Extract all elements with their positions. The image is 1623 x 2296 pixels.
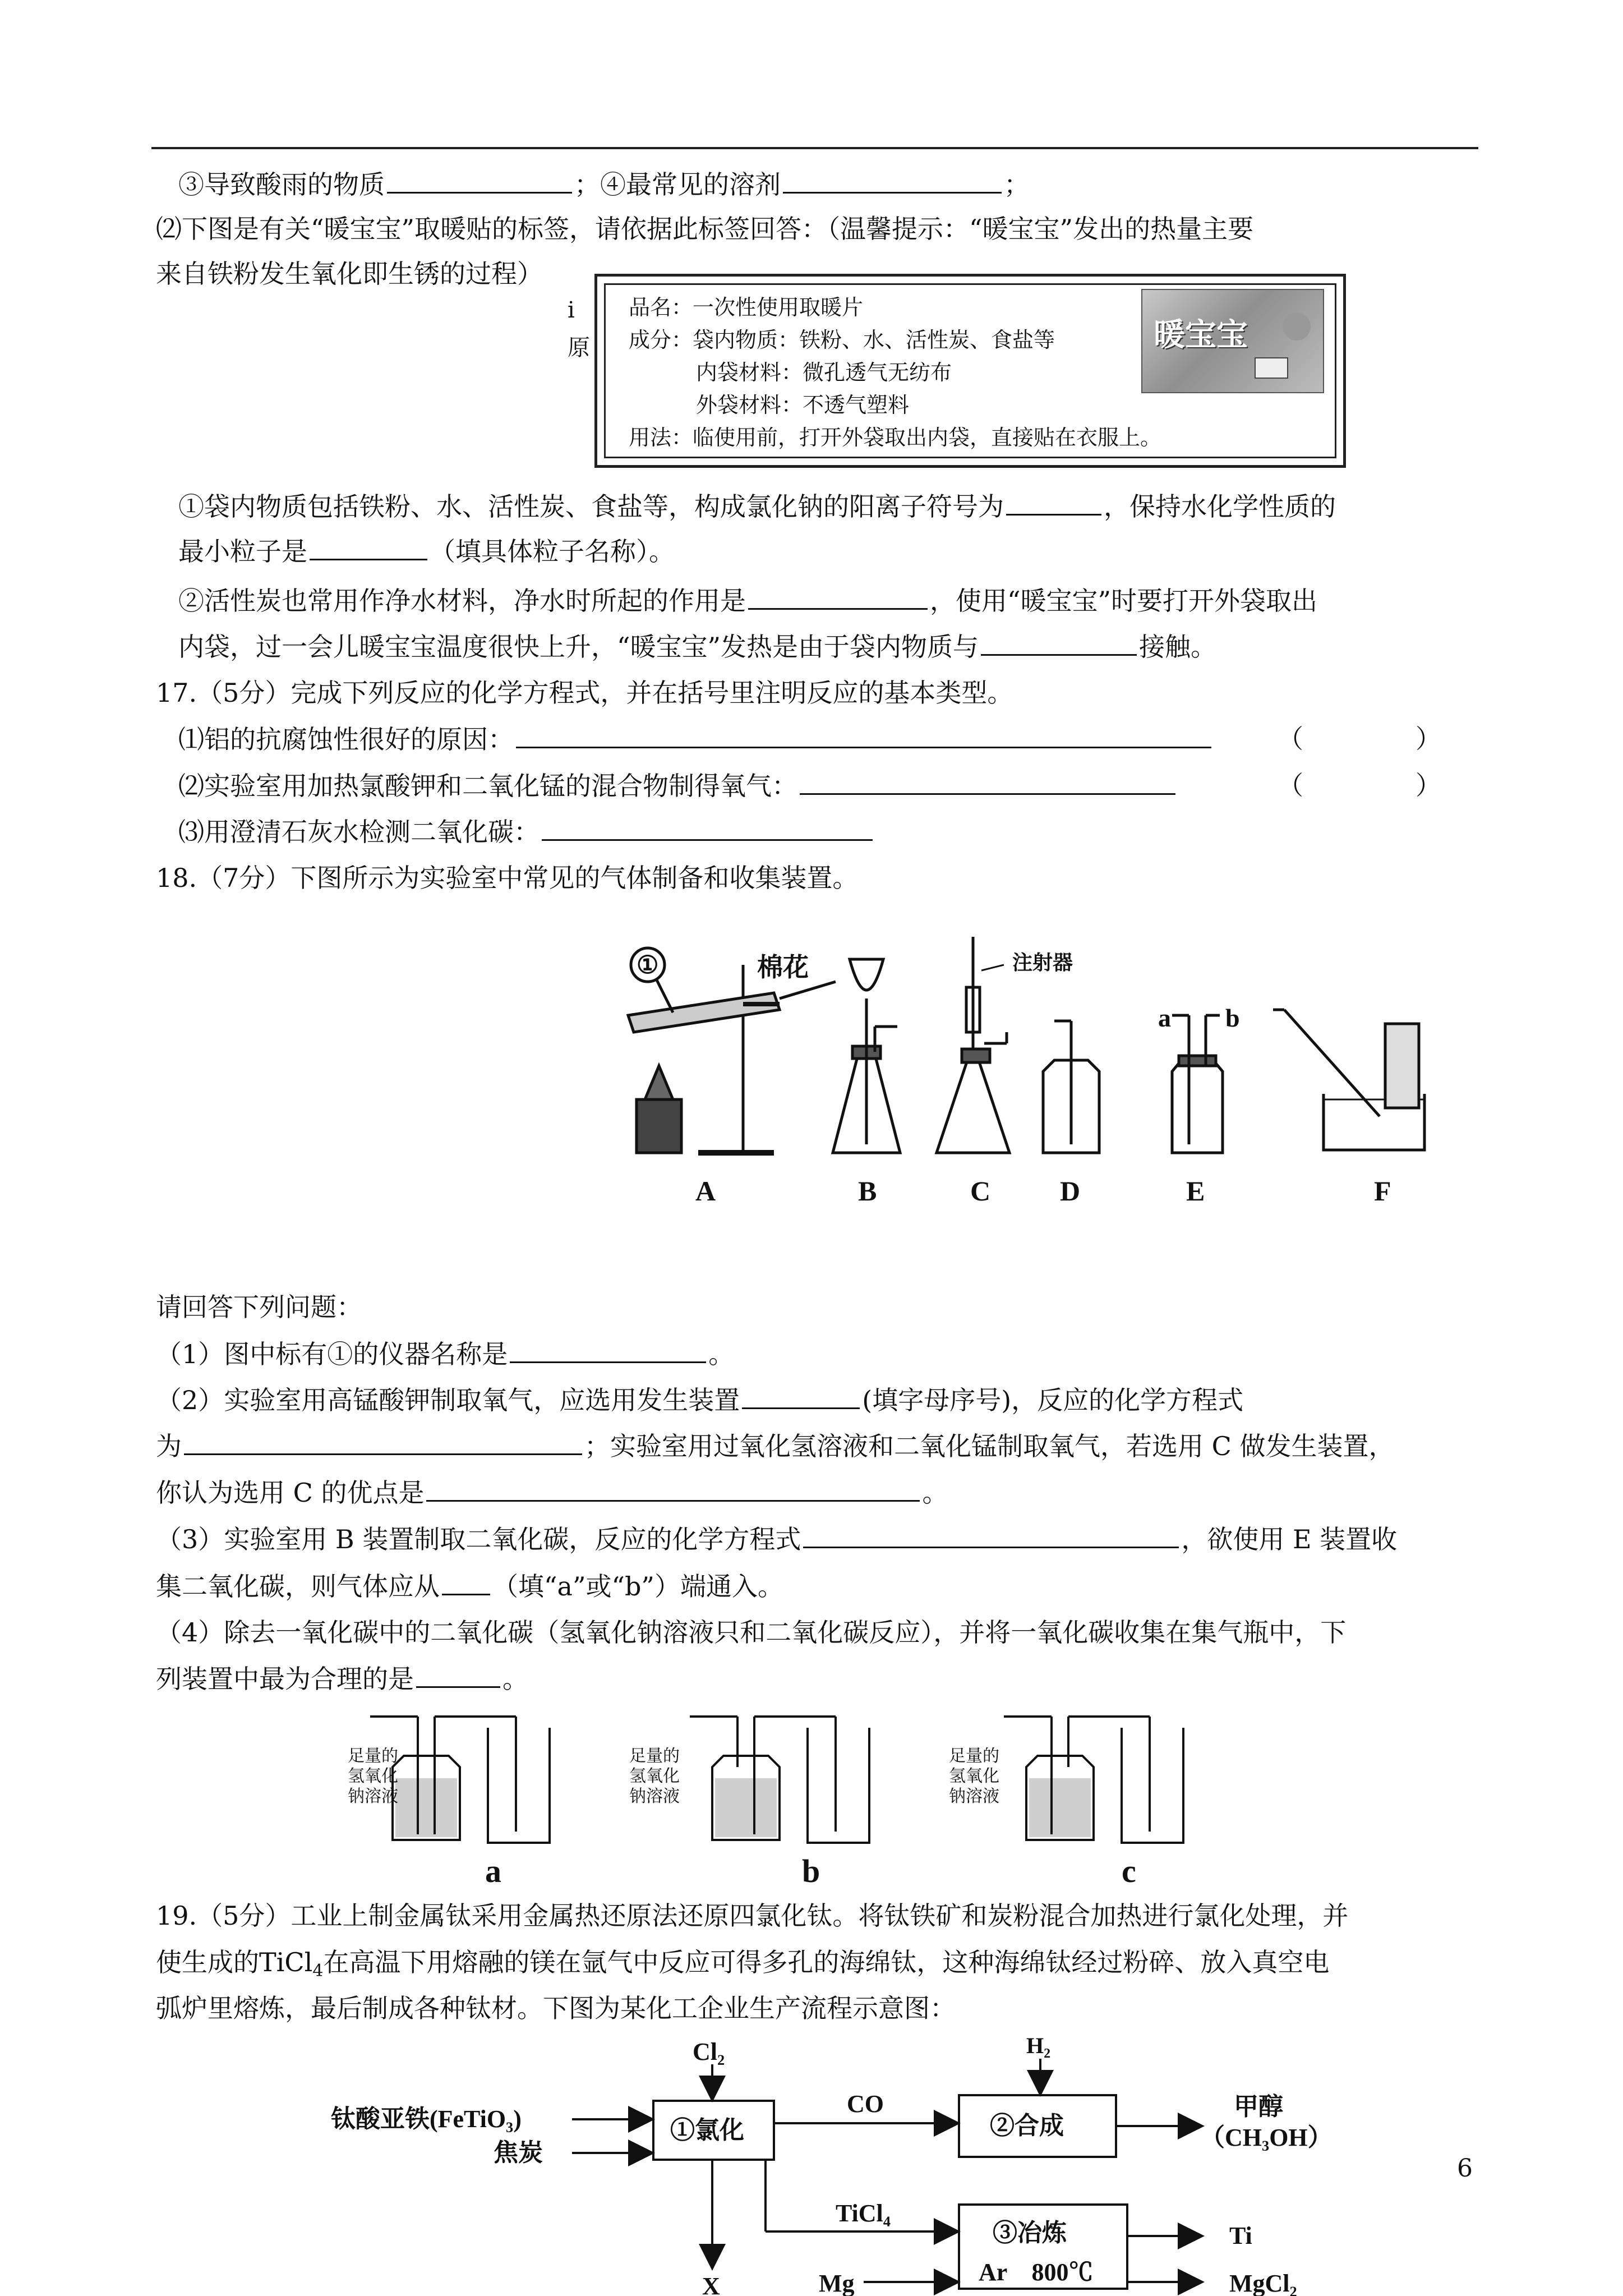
q16-sub2-text-b: ，使用“暖宝宝”时要打开外袋取出 <box>930 586 1318 616</box>
q16-sub2-line1 <box>178 583 1317 618</box>
q16-item4-blank[interactable] <box>783 167 1002 194</box>
q18-s2-text-b: (填字母序号)，反应的化学方程式 <box>862 1385 1244 1415</box>
q18-s4-text-b: 列装置中最为合理的是 <box>156 1664 414 1694</box>
paren-open: （ <box>1278 724 1303 754</box>
product-image <box>1141 289 1324 393</box>
fig-label-f: F <box>1374 1175 1391 1207</box>
q18-s1-text: （1）图中标有①的仪器名称是 <box>156 1339 508 1369</box>
product-image-text: 暖宝宝 <box>1154 317 1248 353</box>
q16-item3-blank[interactable] <box>387 167 572 194</box>
q17-p2-blank[interactable] <box>800 769 1175 795</box>
header-rule <box>151 147 1478 149</box>
option-b-drawing <box>690 1717 869 1843</box>
q18-end-blank[interactable] <box>442 1569 490 1595</box>
q18-s2-line2 <box>156 1429 1394 1463</box>
q17-p2-text: ⑵实验室用加热氯酸钾和二氧化锰的混合物制得氧气： <box>178 771 797 801</box>
q16-item4-text: ④最常见的溶剂 <box>600 169 781 200</box>
flow-methanol-formula: （CH₃OH） <box>1200 2124 1332 2151</box>
flow-box3-label-1: ③冶炼 <box>993 2219 1067 2247</box>
q16-sub1-text-c: 最小粒子是 <box>178 536 307 567</box>
bottle-c-label-3: 钠溶液 <box>949 1787 999 1806</box>
apparatus-f-drawing <box>1273 1010 1424 1150</box>
paren-open: （ <box>1278 770 1303 800</box>
option-label-a: a <box>485 1853 501 1889</box>
flow-methanol: 甲醇 <box>1234 2093 1283 2120</box>
apparatus-c-drawing <box>937 937 1009 1153</box>
label-usage-line: 用法：临使用前，打开外袋取出内袋，直接贴在衣服上。 <box>629 425 1162 450</box>
label-cut-char-2: 原 <box>568 335 590 361</box>
product-packet-shape <box>1255 357 1288 379</box>
q16-2-line1: ⑵下图是有关“暖宝宝”取暖贴的标签，请依据此标签回答：（温馨提示：“暖宝宝”发出的热量主要 <box>156 214 1254 244</box>
q18-title: 18.（7分）下图所示为实验室中常见的气体制备和收集装置。 <box>156 863 859 893</box>
q19-l2-sub: 4 <box>312 1961 324 1981</box>
q16-cation-blank[interactable] <box>1006 489 1101 516</box>
bottle-b-label-3: 钠溶液 <box>629 1787 680 1806</box>
q17-p2-paren[interactable] <box>1278 769 1441 802</box>
flow-mg: Mg <box>819 2270 855 2296</box>
q17-p1-text: ⑴铝的抗腐蚀性很好的原因： <box>178 724 514 754</box>
q18-s4-line1: （4）除去一氧化碳中的二氧化碳（氢氧化钠溶液只和二氧化碳反应），并将一氧化碳收集在集气瓶中，下 <box>156 1617 1347 1648</box>
q17-p3-text: ⑶用澄清石灰水检测二氧化碳： <box>178 817 540 847</box>
q18-s3-line1 <box>156 1522 1397 1556</box>
fig-b-label: b <box>1225 1004 1240 1032</box>
q18-s2-end: 。 <box>922 1478 948 1508</box>
product-label <box>594 274 1346 468</box>
q19-line1: 19.（5分）工业上制金属钛采用金属热还原法还原四氯化钛。将钛铁矿和炭粉混合加热进行氯化处理，并 <box>156 1901 1349 1931</box>
flow-box1-label: ①氯化 <box>670 2116 744 2144</box>
apparatus-e-drawing <box>1172 1015 1223 1153</box>
q18-co2-eq-blank[interactable] <box>803 1522 1179 1548</box>
q16-sub1-line2 <box>178 534 675 568</box>
option-label-b: b <box>802 1853 820 1889</box>
option-label-c: c <box>1122 1853 1136 1889</box>
q18-s3-text-c: 集二氧化碳，则气体应从 <box>156 1571 440 1602</box>
bottle-a-label-2: 氢氧化 <box>348 1766 398 1786</box>
q18-s2-text-a: （2）实验室用高锰酸钾制取氧气，应选用发生装置 <box>156 1385 740 1415</box>
flow-cl2: Cl₂ <box>693 2038 725 2065</box>
flow-ticl4: TiCl₄ <box>836 2200 891 2227</box>
paren-close: ） <box>1415 724 1441 754</box>
q18-s2-line3 <box>156 1475 948 1510</box>
q17-p1-blank[interactable] <box>516 722 1211 748</box>
flow-box2-label: ②合成 <box>990 2112 1064 2139</box>
q18-s1 <box>156 1337 734 1371</box>
q16-carbon-role-blank[interactable] <box>748 583 928 610</box>
q18-s3-text-a: （3）实验室用 B 装置制取二氧化碳，反应的化学方程式 <box>156 1524 801 1554</box>
q19-l2-text-a: 使生成的TiCl <box>156 1947 313 1977</box>
bottle-a-label-1: 足量的 <box>348 1746 398 1766</box>
q17-part3 <box>178 815 875 849</box>
bottle-b-label-2: 氢氧化 <box>629 1766 680 1786</box>
bottle-a-label-3: 钠溶液 <box>348 1787 398 1806</box>
q18-kmno4-eq-blank[interactable] <box>184 1429 582 1455</box>
q16-particle-blank[interactable] <box>310 534 427 560</box>
flow-co: CO <box>847 2090 884 2118</box>
q18-device-blank[interactable] <box>742 1383 860 1409</box>
q16-sub1-text-b: ，保持水化学性质的 <box>1104 491 1336 522</box>
q18-device-choice-blank[interactable] <box>416 1662 500 1688</box>
q18-s4-line2 <box>156 1662 528 1696</box>
label-inner-line: 内袋材料：微孔透气无纺布 <box>696 360 952 385</box>
q16-sub1-text-d: （填具体粒子名称）。 <box>430 536 675 567</box>
fig-label-c: C <box>970 1175 991 1207</box>
label-name-line: 品名：一次性使用取暖片 <box>629 295 864 320</box>
q16-sub2-line2 <box>178 629 1216 664</box>
fig-circle1-label: ① <box>637 951 659 979</box>
flow-ti: Ti <box>1229 2222 1252 2249</box>
label-comp-line: 成分：袋内物质：铁粉、水、活性炭、食盐等 <box>629 328 1055 352</box>
q17-p1-paren[interactable] <box>1278 722 1441 756</box>
q16-item3-text: ③导致酸雨的物质 <box>178 169 385 200</box>
flow-h2: H₂ <box>1026 2033 1051 2058</box>
q16-contact-blank[interactable] <box>981 629 1137 656</box>
q16-item3-4-line <box>178 167 1030 201</box>
q16-end: ； <box>1004 169 1030 200</box>
q18-s2-text-e: 你认为选用 C 的优点是 <box>156 1478 425 1508</box>
option-c-drawing <box>1004 1717 1183 1843</box>
q18-instrument-blank[interactable] <box>510 1337 706 1363</box>
flow-input-fetio3: 钛酸亚铁(FeTiO₃) <box>331 2105 522 2133</box>
q19-l2-text-b: 在高温下用熔融的镁在氩气中反应可得多孔的海绵钛，这种海绵钛经过粉碎、放入真空电 <box>323 1947 1330 1977</box>
q16-sep: ； <box>574 169 600 200</box>
page-number: 6 <box>1457 2154 1473 2183</box>
q17-p3-blank[interactable] <box>542 815 873 841</box>
q16-sub1-text-a: ①袋内物质包括铁粉、水、活性炭、食盐等，构成氯化钠的阳离子符号为 <box>178 491 1004 522</box>
apparatus-d-drawing <box>1043 1021 1099 1153</box>
q18-s2-text-c: 为 <box>156 1431 182 1461</box>
product-decor-circle <box>1283 312 1311 341</box>
fig-label-a: A <box>695 1175 716 1207</box>
label-cut-char-1: i <box>568 297 575 323</box>
flow-mgcl2: MgCl₂ <box>1229 2270 1297 2296</box>
process-flow-diagram <box>325 2033 1368 2296</box>
q18-s3-text-b: ，欲使用 E 装置收 <box>1181 1524 1398 1554</box>
q18-s2-line1 <box>156 1383 1243 1417</box>
q18-s1-end: 。 <box>708 1339 735 1369</box>
fig-label-d: D <box>1060 1175 1081 1207</box>
washing-bottle-figure <box>348 1694 1267 1889</box>
bottle-c-label-2: 氢氧化 <box>949 1766 999 1786</box>
fig-label-e: E <box>1186 1175 1205 1207</box>
q19-line2 <box>156 1945 1329 1988</box>
q18-s3-line2 <box>156 1569 783 1603</box>
q18-s2-text-d: ；实验室用过氧化氢溶液和二氧化锰制取氧气，若选用 C 做发生装置， <box>584 1431 1395 1461</box>
q16-sub2-text-d: 接触。 <box>1139 632 1217 662</box>
apparatus-b-drawing <box>833 959 900 1153</box>
bottle-b-label-1: 足量的 <box>629 1746 680 1766</box>
q18-prompt: 请回答下列问题： <box>156 1292 362 1322</box>
q16-sub2-text-c: 内袋，过一会儿暖宝宝温度很快上升，“暖宝宝”发热是由于袋内物质与 <box>178 632 979 662</box>
q17-title: 17.（5分）完成下列反应的化学方程式，并在括号里注明反应的基本类型。 <box>156 678 1013 708</box>
fig-cotton-label: 棉花 <box>757 953 809 982</box>
flow-x: X <box>702 2272 720 2296</box>
q16-sub2-text-a: ②活性炭也常用作净水材料，净水时所起的作用是 <box>178 586 746 616</box>
q19-line3: 弧炉里熔炼，最后制成各种钛材。下图为某化工企业生产流程示意图： <box>156 1993 956 2023</box>
q17-part2 <box>178 769 1178 803</box>
q17-part1 <box>178 722 1214 756</box>
bottle-c-label-1: 足量的 <box>949 1746 999 1766</box>
q18-s4-end: 。 <box>502 1664 528 1694</box>
fig-label-b: B <box>858 1175 877 1207</box>
q16-2-line2: 来自铁粉发生氧化即生锈的过程） <box>156 259 543 289</box>
flow-box3-label-2: Ar 800℃ <box>979 2258 1094 2286</box>
q16-sub1-line1 <box>178 489 1336 523</box>
q18-advantage-blank[interactable] <box>426 1475 920 1502</box>
fig-syringe-label: 注射器 <box>1012 951 1073 974</box>
apparatus-figure <box>611 931 1486 1223</box>
q18-s3-text-d: （填“a”或“b”）端通入。 <box>492 1571 783 1602</box>
fig-a-label: a <box>1158 1004 1171 1032</box>
label-outer-line: 外袋材料：不透气塑料 <box>696 393 910 417</box>
flow-input-coke: 焦炭 <box>494 2139 543 2166</box>
paren-close: ） <box>1415 770 1441 800</box>
